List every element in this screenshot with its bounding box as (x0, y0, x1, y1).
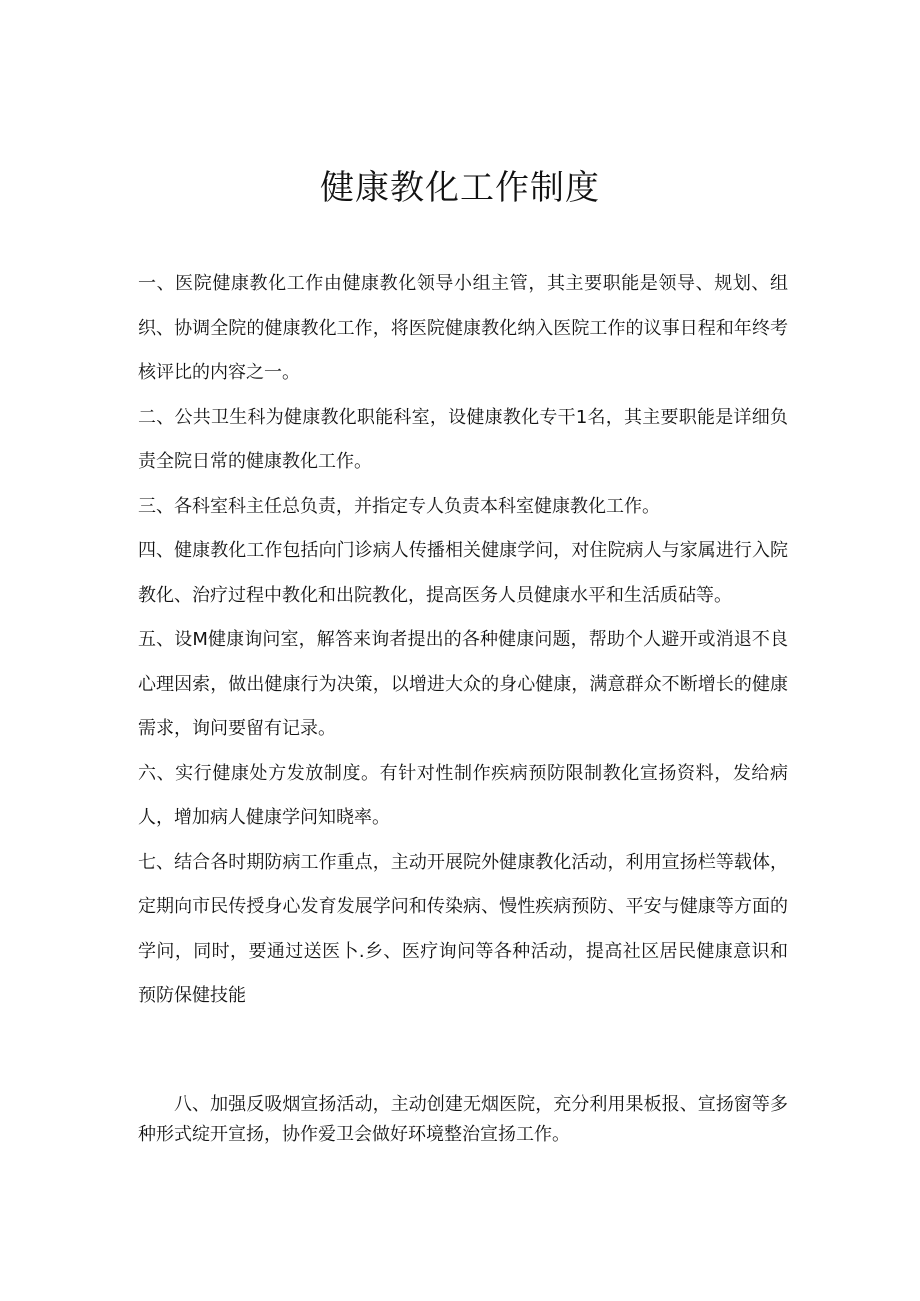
paragraph-8: 八、加强反吸烟宣扬活动，主动创建无烟医院，充分利用果板报、宣扬窗等多种形式绽开宣扬，协作爱卫会做好环境整治宣扬工作。 (138, 1094, 788, 1145)
paragraph-4: 四、健康教化工作包括向门诊病人传播相关健康学问，对住院病人与家属进行入院教化、治疗过程中教化和出院教化，提高医务人员健康水平和生活质砧等。 (138, 540, 788, 606)
paragraph-5: 五、设M健康询问室，解答来询者提出的各种健康问题，帮助个人避开或消退不良心理因索，做出健康行为决策，以增进大众的身心健康，满意群众不断增长的健康需求，询问要留有记录。 (138, 629, 788, 739)
paragraph-1: 一、医院健康教化工作由健康教化领导小组主管，其主要职能是领导、规划、组织、协调全院的健康教化工作，将医院健康教化纳入医院工作的议事日程和年终考核评比的内容之一。 (138, 273, 788, 383)
document-body (138, 262, 788, 1019)
paragraph-7: 七、结合各时期防病工作重点，主动开展院外健康教化活动，利用宣扬栏等载体，定期向市民传授身心发育发展学问和传染病、慢性疾病预防、平安与健康等方面的学问，同时，要通过送医卜.乡、医疗询问等各种活动，提高社区居民健康意识和预防保健技能 (138, 851, 788, 1006)
paragraph-2: 二、公共卫生科为健康教化职能科室，设健康教化专干1名，其主要职能是详细负责全院日常的健康教化工作。 (138, 406, 788, 472)
paragraph-3: 三、各科室科主任总负责，并指定专人负责本科室健康教化工作。 (138, 495, 660, 517)
paragraph-6: 六、实行健康处方发放制度。有针对性制作疾病预防限制教化宣扬资料，发给病人，增加病人健康学问知晓率。 (138, 762, 788, 828)
document-title: 健康教化工作制度 (320, 168, 600, 208)
